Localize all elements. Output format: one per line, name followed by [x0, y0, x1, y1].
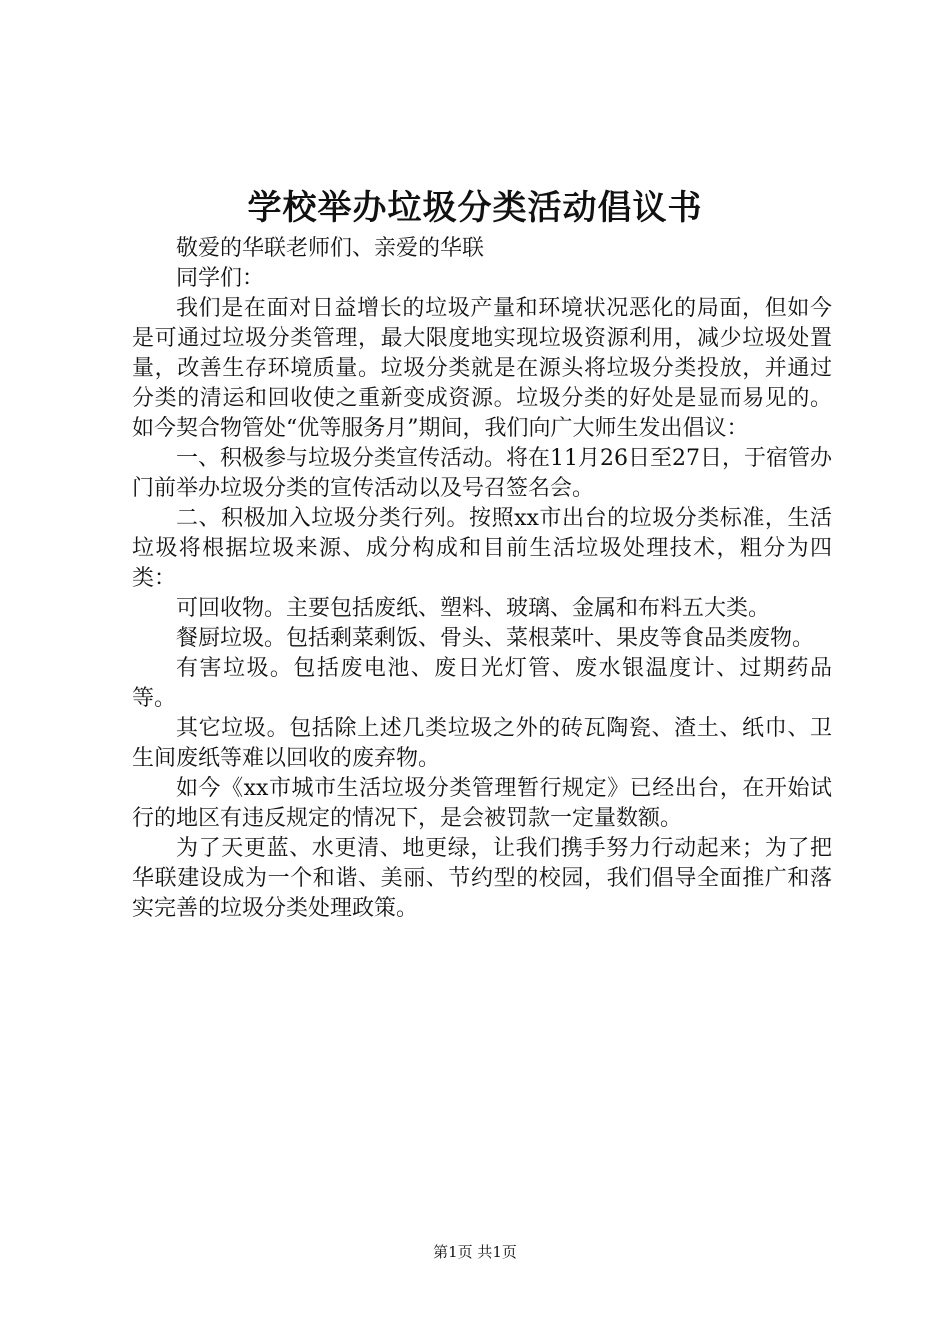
paragraph-proposal-2: 二、积极加入垃圾分类行列。按照xx市出台的垃圾分类标准，生活垃圾将根据垃圾来源、成分构成和目前生活垃圾处理技术，粗分为四类：: [132, 506, 832, 591]
document-body: [132, 234, 832, 924]
paragraph-intro: 我们是在面对日益增长的垃圾产量和环境状况恶化的局面，但如今是可通过垃圾分类管理，最大限度地实现垃圾资源利用，减少垃圾处置量，改善生存环境质量。垃圾分类就是在源头将垃圾分类投放，并通过分类的清运和回收使之重新变成资源。垃圾分类的好处是显而易见的。如今契合物管处“优等服务月”期间，我们向广大师生发出倡议：: [132, 296, 832, 441]
page-number-footer: 第1页 共1页: [433, 1243, 517, 1261]
paragraph-other-waste: 其它垃圾。包括除上述几类垃圾之外的砖瓦陶瓷、渣土、纸巾、卫生间废纸等难以回收的废弃物。: [132, 716, 832, 771]
paragraph-proposal-1: 一、积极参与垃圾分类宣传活动。将在11月26日至27日，于宿管办门前举办垃圾分类的宣传活动以及号召签名会。: [132, 446, 832, 501]
paragraph-hazardous-waste: 有害垃圾。包括废电池、废日光灯管、废水银温度计、过期药品等。: [132, 656, 832, 711]
paragraph-recyclable: 可回收物。主要包括废纸、塑料、玻璃、金属和布料五大类。: [176, 596, 771, 621]
document-title: 学校举办垃圾分类活动倡议书: [247, 188, 703, 228]
paragraph-closing: 为了天更蓝、水更清、地更绿，让我们携手努力行动起来；为了把华联建设成为一个和谐、美丽、节约型的校园，我们倡导全面推广和落实完善的垃圾分类处理政策。: [132, 836, 832, 921]
salutation-line-2: 同学们：: [176, 266, 265, 291]
paragraph-regulation: 如今《xx市城市生活垃圾分类管理暂行规定》已经出台，在开始试行的地区有违反规定的情况下，是会被罚款一定量数额。: [132, 776, 832, 831]
salutation-line-1: 敬爱的华联老师们、亲爱的华联: [176, 236, 485, 261]
paragraph-kitchen-waste: 餐厨垃圾。包括剩菜剩饭、骨头、菜根菜叶、果皮等食品类废物。: [176, 626, 815, 651]
